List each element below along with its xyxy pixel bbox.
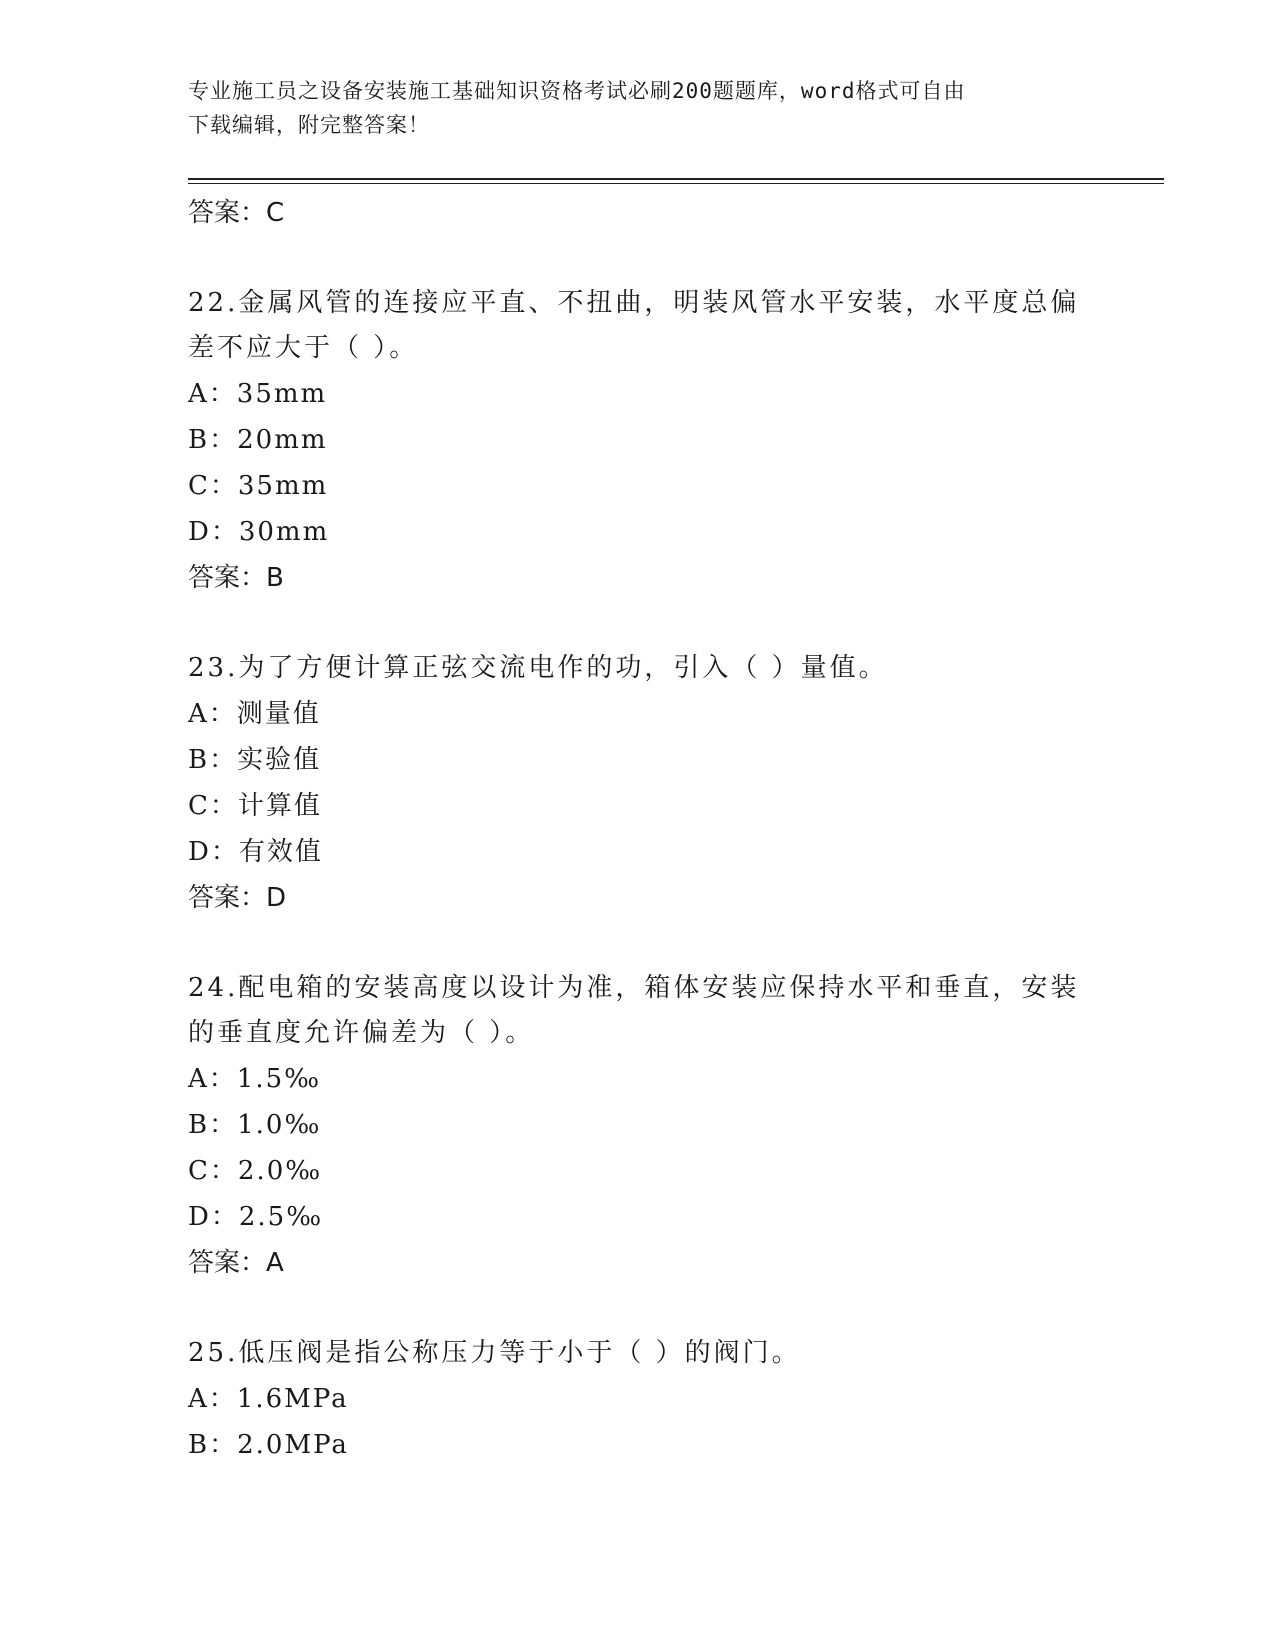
question-24-line-1: 24.配电箱的安装高度以设计为准，箱体安装应保持水平和垂直，安装	[188, 973, 1080, 1003]
question-22-option-b: B：20mm	[188, 425, 328, 455]
answer-q21: 答案：C	[188, 198, 285, 228]
question-23-option-a: A：测量值	[188, 699, 321, 729]
spacer	[188, 601, 1128, 646]
question-24	[188, 966, 1128, 1286]
question-23-option-b: B：实验值	[188, 745, 322, 775]
question-24-option-b: B：1.0‰	[188, 1110, 322, 1140]
question-25-option-b: B：2.0MPa	[188, 1430, 349, 1460]
question-22-line-2: 差不应大于（ ）。	[188, 333, 419, 363]
question-22-line-1: 22.金属风管的连接应平直、不扭曲，明装风管水平安装，水平度总偏	[188, 288, 1080, 318]
answer-q22: 答案：B	[188, 563, 284, 593]
question-22-option-a: A：35mm	[188, 379, 328, 409]
question-25	[188, 1331, 1128, 1468]
header-divider-thin	[188, 183, 1164, 184]
question-23-line-1: 23.为了方便计算正弦交流电作的功，引入（ ）量值。	[188, 653, 888, 683]
question-23-option-d: D：有效值	[188, 837, 323, 867]
question-24-option-d: D：2.5‰	[188, 1202, 324, 1232]
question-22-option-d: D：30mm	[188, 517, 330, 547]
question-24-option-a: A：1.5‰	[188, 1064, 322, 1094]
question-23	[188, 646, 1128, 921]
spacer	[188, 921, 1128, 966]
question-25-option-a: A：1.6MPa	[188, 1384, 349, 1414]
question-23-option-c: C：计算值	[188, 791, 322, 821]
document-header	[188, 74, 1088, 142]
answer-q23: 答案：D	[188, 883, 287, 913]
question-22	[188, 281, 1128, 601]
question-24-option-c: C：2.0‰	[188, 1156, 323, 1186]
question-22-option-c: C：35mm	[188, 471, 329, 501]
header-line-2: 下载编辑，附完整答案！	[188, 113, 430, 137]
spacer	[188, 236, 1128, 281]
header-divider-thick	[188, 178, 1164, 180]
question-24-line-2: 的垂直度允许偏差为（ ）。	[188, 1018, 535, 1048]
spacer	[188, 1286, 1128, 1331]
header-line-1: 专业施工员之设备安装施工基础知识资格考试必刷200题题库，word格式可自由	[188, 79, 966, 103]
answer-q24: 答案：A	[188, 1248, 284, 1278]
question-list	[188, 190, 1128, 1468]
question-25-line-1: 25.低压阀是指公称压力等于小于（ ）的阀门。	[188, 1338, 801, 1368]
